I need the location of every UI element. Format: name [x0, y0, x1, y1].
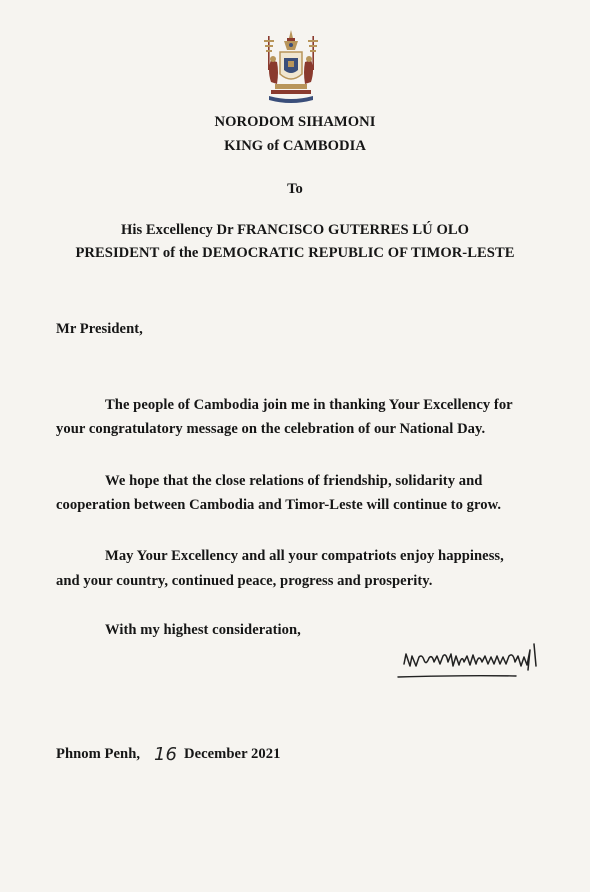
dateline-place: Phnom Penh, [56, 746, 141, 762]
paragraph-3-line-2: and your country, continued peace, progress and prosperity. [56, 573, 433, 589]
sender-title: KING of CAMBODIA [224, 138, 366, 154]
recipient-line-2: PRESIDENT of the DEMOCRATIC REPUBLIC OF TIMOR-LESTE [75, 245, 515, 261]
closing: With my highest consideration, [105, 622, 301, 638]
royal-crest-icon [259, 30, 323, 106]
recipient-line-1: His Excellency Dr FRANCISCO GUTERRES LÚ OLO [120, 222, 470, 238]
dateline-month-year: December 2021 [184, 746, 281, 762]
to-label: To [287, 181, 303, 197]
paragraph-2-line-2: cooperation between Cambodia and Timor-Leste will continue to grow. [56, 497, 502, 513]
paragraph-3-line-1: May Your Excellency and all your compatriots enjoy happiness, [105, 548, 504, 564]
paragraph-1-line-2: your congratulatory message on the celebration of our National Day. [56, 421, 486, 437]
paragraph-2-line-1: We hope that the close relations of friendship, solidarity and [105, 473, 483, 489]
svg-text:16: 16 [154, 744, 177, 765]
handwritten-date-day [152, 740, 180, 766]
paragraph-1-line-1: The people of Cambodia join me in thanking Your Excellency for [105, 397, 513, 413]
sender-name: NORODOM SIHAMONI [214, 114, 376, 130]
signature-icon [396, 640, 542, 684]
salutation: Mr President, [56, 321, 143, 337]
